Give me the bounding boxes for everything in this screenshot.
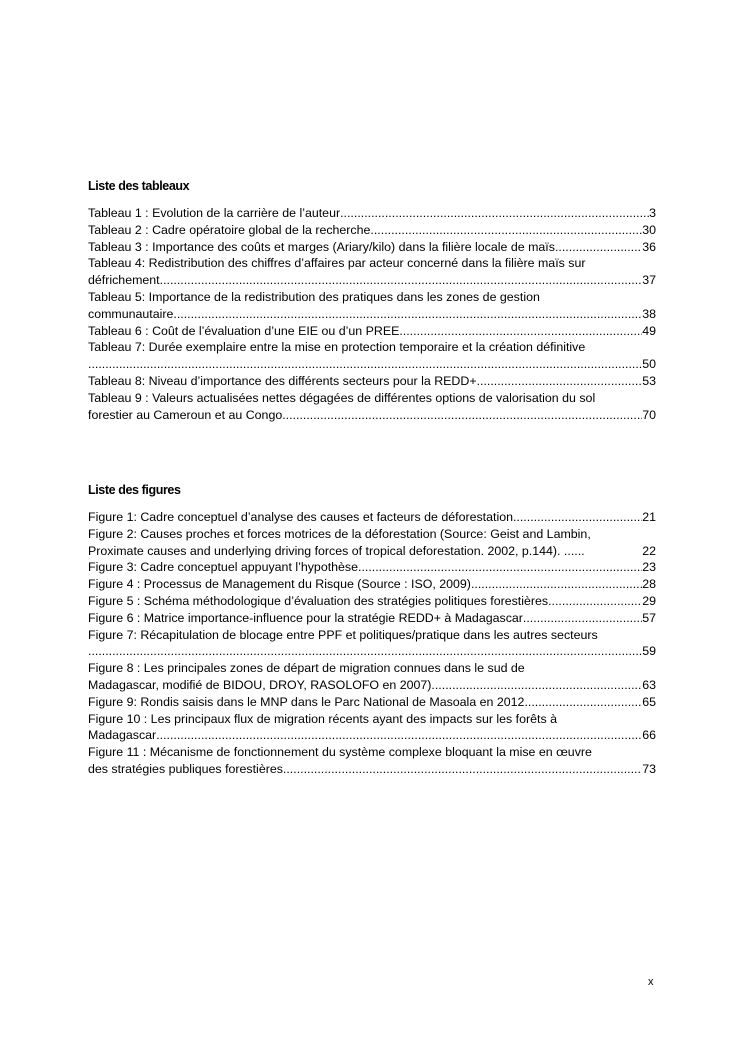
dot-leader <box>524 694 642 711</box>
toc-entry-text: Figure 4 : Processus de Management du Risque (Source : ISO, 2009) <box>88 577 471 592</box>
toc-entry-text: défrichement <box>88 273 160 288</box>
toc-entry-line <box>88 373 656 390</box>
toc-entry-line <box>88 711 656 728</box>
dot-leader <box>477 373 643 390</box>
toc-page-number: 63 <box>642 677 656 692</box>
dot-leader <box>160 272 643 289</box>
figures-list <box>88 509 656 778</box>
dot-leader <box>340 205 649 222</box>
toc-entry-text: Tableau 6 : Coût de l’évaluation d’une EIE ou d’un PREE <box>88 323 400 338</box>
toc-entry-text: Figure 9: Rondis saisis dans le MNP dans le Parc National de Masoala en 2012 <box>88 694 525 709</box>
toc-entry-line <box>88 576 656 593</box>
tables-heading: Liste des tableaux <box>88 179 190 193</box>
toc-entry-line <box>88 694 656 711</box>
toc-page-number: 22 <box>642 543 656 558</box>
toc-entry-line <box>88 761 656 778</box>
toc-entry-line <box>88 272 656 289</box>
toc-entry-text: Tableau 7: Durée exemplaire entre la mise en protection temporaire et la création définitive <box>88 340 586 355</box>
toc-entry-line <box>88 239 656 256</box>
toc-entry-line <box>88 627 656 644</box>
dot-leader <box>88 643 642 660</box>
dot-leader <box>399 323 642 340</box>
dot-leader <box>173 306 642 323</box>
dot-leader <box>548 593 642 610</box>
toc-page-number: 38 <box>642 306 656 321</box>
toc-entry-text: Madagascar, modifié de BIDOU, DROY, RASOLOFO en 2007) <box>88 677 432 692</box>
toc-page-number: 53 <box>642 373 656 388</box>
toc-entry-line <box>88 643 656 660</box>
toc-entry-line <box>88 610 656 627</box>
toc-entry-text: Figure 3: Cadre conceptuel appuyant l’hypothèse <box>88 560 359 575</box>
toc-entry-text: Tableau 8: Niveau d’importance des différents secteurs pour la REDD+ <box>88 373 477 388</box>
toc-entry-text: Madagascar <box>88 728 157 743</box>
dot-leader <box>523 610 642 627</box>
toc-entry-line <box>88 339 656 356</box>
tables-list <box>88 205 656 423</box>
toc-page-number: 23 <box>642 560 656 575</box>
toc-entry-line <box>88 255 656 272</box>
toc-entry-text: Tableau 5: Importance de la redistribution des pratiques dans les zones de gestion <box>88 289 540 304</box>
toc-entry-line <box>88 744 656 761</box>
page-number: x <box>648 976 654 988</box>
toc-page-number: 70 <box>642 407 656 422</box>
toc-entry-line <box>88 306 656 323</box>
toc-page-number: 59 <box>642 644 656 659</box>
dot-leader <box>283 761 642 778</box>
toc-entry-line <box>88 509 656 526</box>
toc-entry-line <box>88 407 656 424</box>
toc-entry-text: Figure 5 : Schéma méthodologique d’évaluation des stratégies politiques forestières <box>88 593 549 608</box>
toc-entry-text: Figure 7: Récapitulation de blocage entre PPF et politiques/pratique dans les autres secteurs <box>88 627 598 642</box>
toc-page-number: 37 <box>642 273 656 288</box>
toc-entry-line <box>88 222 656 239</box>
toc-entry-text: des stratégies publiques forestières <box>88 761 283 776</box>
dot-leader <box>88 356 642 373</box>
dot-leader <box>156 727 642 744</box>
toc-entry-text: Tableau 3 : Importance des coûts et marges (Ariary/kilo) dans la filière locale de maïs <box>88 239 555 254</box>
toc-entry-text: forestier au Cameroun et au Congo <box>88 407 283 422</box>
toc-entry-text: Tableau 9 : Valeurs actualisées nettes dégagées de différentes options de valorisation du sol <box>88 390 596 405</box>
toc-entry-line <box>88 526 656 543</box>
toc-entry-line <box>88 356 656 373</box>
toc-entry-text: Proximate causes and underlying driving forces of tropical deforestation. 2002, p.144). ...... <box>88 543 585 558</box>
toc-entry-line <box>88 677 656 694</box>
toc-entry-text: Tableau 4: Redistribution des chiffres d’affaires par acteur concerné dans la filière maïs sur <box>88 256 586 271</box>
toc-entry-text: Figure 2: Causes proches et forces motrices de la déforestation (Source: Geist and Lambin, <box>88 526 591 541</box>
toc-entry-text: Figure 6 : Matrice importance-influence pour la stratégie REDD+ à Madagascar <box>88 610 523 625</box>
toc-entry-line <box>88 390 656 407</box>
toc-entry-text: Figure 8 : Les principales zones de départ de migration connues dans le sud de <box>88 661 525 676</box>
toc-page-number: 73 <box>642 761 656 776</box>
dot-leader <box>513 509 642 526</box>
toc-page-number: 36 <box>642 239 656 254</box>
toc-entry-text: communautaire <box>88 306 174 321</box>
dot-leader <box>358 559 642 576</box>
toc-page-number: 66 <box>642 728 656 743</box>
toc-page-number: 49 <box>642 323 656 338</box>
toc-entry-line <box>88 543 656 560</box>
dot-leader <box>370 222 642 239</box>
dot-leader <box>555 239 642 256</box>
toc-page-number: 28 <box>642 577 656 592</box>
toc-entry-line <box>88 727 656 744</box>
toc-entry-text: Figure 10 : Les principaux flux de migration récents ayant des impacts sur les forêts à <box>88 711 558 726</box>
toc-entry-text: Figure 1: Cadre conceptuel d’analyse des causes et facteurs de déforestation <box>88 510 513 524</box>
dot-leader <box>282 407 642 424</box>
toc-entry-line <box>88 205 656 222</box>
toc-page-number: 30 <box>642 222 656 237</box>
toc-entry-line <box>88 559 656 576</box>
toc-entry-line <box>88 289 656 306</box>
dot-leader <box>471 576 642 593</box>
toc-entry-line <box>88 593 656 610</box>
toc-entry-text: Figure 11 : Mécanisme de fonctionnement du système complexe bloquant la mise en œuvre <box>88 745 592 760</box>
toc-entry-line <box>88 660 656 677</box>
toc-page-number: 21 <box>642 510 656 524</box>
toc-entry-text: Tableau 2 : Cadre opératoire global de la recherche <box>88 222 371 237</box>
toc-page-number: 65 <box>642 694 656 709</box>
dot-leader <box>431 677 642 694</box>
toc-page-number: 3 <box>649 206 656 220</box>
toc-entry-text: Tableau 1 : Evolution de la carrière de l’auteur <box>88 206 341 220</box>
toc-entry-line <box>88 323 656 340</box>
figures-heading: Liste des figures <box>88 483 181 497</box>
toc-page-number: 29 <box>642 593 656 608</box>
toc-page-number: 57 <box>642 610 656 625</box>
toc-page-number: 50 <box>642 357 656 372</box>
